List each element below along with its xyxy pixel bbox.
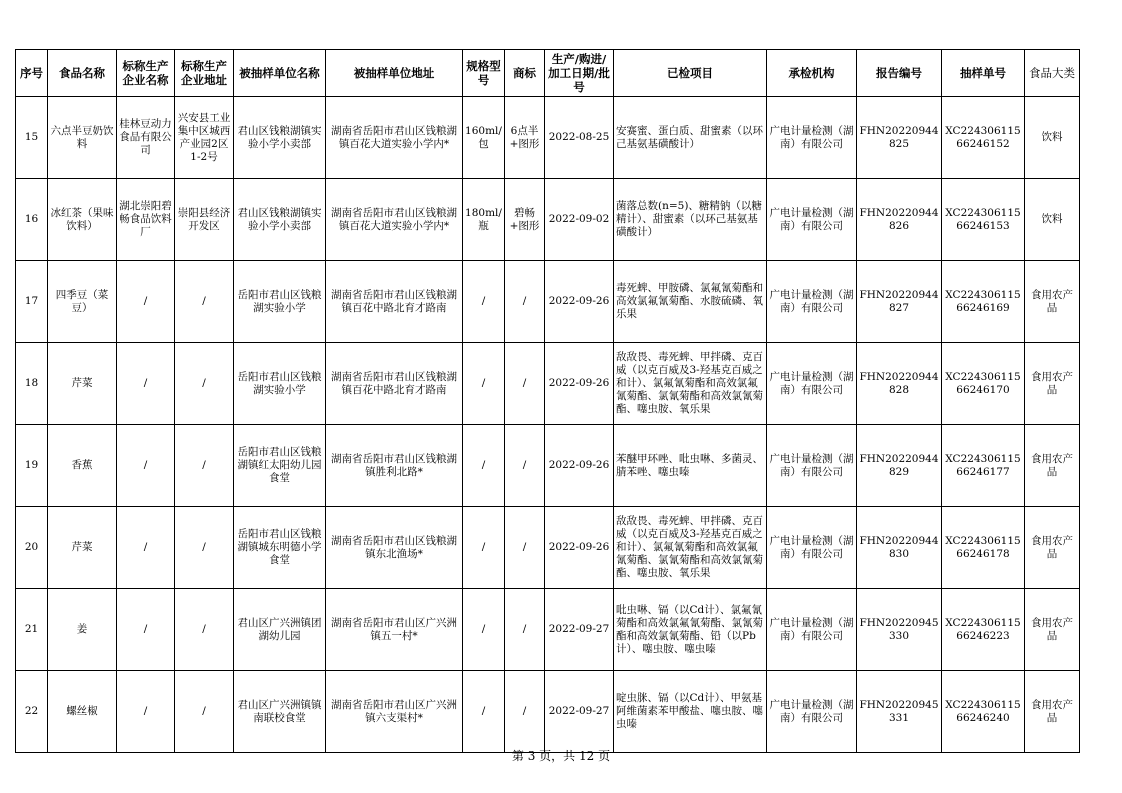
table-cell: 君山区广兴洲镇团湖幼儿园	[234, 589, 326, 671]
table-row	[16, 425, 1080, 507]
header-cell: 规格型号	[463, 50, 505, 97]
table-cell: /	[505, 589, 545, 671]
table-cell: 18	[16, 343, 48, 425]
table-cell: 食用农产品	[1025, 507, 1080, 589]
table-cell: 广电计量检测（湖南）有限公司	[767, 671, 857, 753]
table-cell: 广电计量检测（湖南）有限公司	[767, 589, 857, 671]
table-cell: /	[463, 425, 505, 507]
table-cell: 160ml/包	[463, 97, 505, 179]
table-cell: XC22430611566246240	[942, 671, 1025, 753]
table-row	[16, 589, 1080, 671]
table-cell: /	[117, 425, 175, 507]
table-cell: 香蕉	[48, 425, 117, 507]
table-cell: 姜	[48, 589, 117, 671]
table-row	[16, 507, 1080, 589]
table-cell: 广电计量检测（湖南）有限公司	[767, 179, 857, 261]
table-cell: 17	[16, 261, 48, 343]
table-row	[16, 671, 1080, 753]
table-cell: 安赛蜜、蛋白质、甜蜜素（以环己基氨基磺酸计）	[614, 97, 767, 179]
table-cell: 饮料	[1025, 179, 1080, 261]
table-cell: /	[175, 425, 234, 507]
table-cell: 冰红茶（果味饮料）	[48, 179, 117, 261]
table-cell: 2022-09-26	[545, 425, 614, 507]
inspection-table	[15, 49, 1080, 753]
header-cell: 承检机构	[767, 50, 857, 97]
table-row	[16, 179, 1080, 261]
table-cell: 君山区钱粮湖镇实验小学小卖部	[234, 179, 326, 261]
table-cell: /	[117, 589, 175, 671]
table-header-row	[16, 50, 1080, 97]
table-cell: 2022-09-27	[545, 671, 614, 753]
header-cell: 食品名称	[48, 50, 117, 97]
header-cell: 已检项目	[614, 50, 767, 97]
table-cell: /	[505, 507, 545, 589]
table-cell: 广电计量检测（湖南）有限公司	[767, 261, 857, 343]
table-cell: /	[463, 671, 505, 753]
header-cell: 被抽样单位地址	[326, 50, 463, 97]
table-cell: /	[117, 343, 175, 425]
header-cell: 抽样单号	[942, 50, 1025, 97]
table-cell: 15	[16, 97, 48, 179]
table-cell: XC22430611566246152	[942, 97, 1025, 179]
table-cell: 食用农产品	[1025, 425, 1080, 507]
footer-middle: 页，共	[539, 749, 576, 763]
table-cell: FHN20220944830	[857, 507, 942, 589]
table-cell: 岳阳市君山区钱粮湖镇城东明德小学食堂	[234, 507, 326, 589]
table-cell: 崇阳县经济开发区	[175, 179, 234, 261]
table-cell: 岳阳市君山区钱粮湖镇红太阳幼儿园食堂	[234, 425, 326, 507]
table-cell: 饮料	[1025, 97, 1080, 179]
table-cell: 180ml/瓶	[463, 179, 505, 261]
table-cell: FHN20220944827	[857, 261, 942, 343]
table-cell: /	[175, 507, 234, 589]
table-cell: FHN20220944829	[857, 425, 942, 507]
table-cell: XC22430611566246178	[942, 507, 1025, 589]
footer-page: 3	[527, 749, 536, 763]
header-cell: 序号	[16, 50, 48, 97]
table-cell: /	[175, 343, 234, 425]
table-cell: XC22430611566246223	[942, 589, 1025, 671]
table-cell: /	[175, 589, 234, 671]
table-cell: 6点半+图形	[505, 97, 545, 179]
table-cell: 2022-09-02	[545, 179, 614, 261]
table-cell: XC22430611566246177	[942, 425, 1025, 507]
table-cell: 2022-09-27	[545, 589, 614, 671]
table-cell: /	[463, 589, 505, 671]
table-cell: 20	[16, 507, 48, 589]
header-cell: 被抽样单位名称	[234, 50, 326, 97]
table-cell: /	[175, 261, 234, 343]
table-cell: 湖南省岳阳市君山区广兴洲镇六支渠村*	[326, 671, 463, 753]
table-cell: FHN20220944825	[857, 97, 942, 179]
table-cell: 2022-09-26	[545, 261, 614, 343]
table-cell: 湖南省岳阳市君山区钱粮湖镇胜利北路*	[326, 425, 463, 507]
table-cell: 湖南省岳阳市君山区广兴洲镇五一村*	[326, 589, 463, 671]
table-cell: 君山区广兴洲镇镇南联校食堂	[234, 671, 326, 753]
table-cell: /	[117, 261, 175, 343]
table-cell: XC22430611566246169	[942, 261, 1025, 343]
table-row	[16, 261, 1080, 343]
table-cell: /	[505, 671, 545, 753]
table-cell: FHN20220945331	[857, 671, 942, 753]
table-cell: 湖南省岳阳市君山区钱粮湖镇百花大道实验小学内*	[326, 179, 463, 261]
table-cell: 食用农产品	[1025, 589, 1080, 671]
table-cell: 湖南省岳阳市君山区钱粮湖镇百花大道实验小学内*	[326, 97, 463, 179]
header-cell: 商标	[505, 50, 545, 97]
table-cell: 2022-09-26	[545, 507, 614, 589]
footer-suffix: 页	[598, 749, 611, 763]
table-cell: 广电计量检测（湖南）有限公司	[767, 425, 857, 507]
table-cell: 敌敌畏、毒死蜱、甲拌磷、克百威（以克百威及3-羟基克百威之和计）、氯氟氰菊酯和高效氯氟氰菊酯、氯氰菊酯和高效氯氰菊酯、噻虫胺、氧乐果	[614, 507, 767, 589]
table-cell: /	[463, 343, 505, 425]
table-cell: 碧畅+图形	[505, 179, 545, 261]
table-cell: /	[463, 261, 505, 343]
table-cell: 21	[16, 589, 48, 671]
table-cell: 啶虫脒、镉（以Cd计）、甲氨基阿维菌素苯甲酸盐、噻虫胺、噻虫嗪	[614, 671, 767, 753]
table-cell: /	[117, 671, 175, 753]
table-cell: XC22430611566246170	[942, 343, 1025, 425]
table-cell: 湖北崇阳碧畅食品饮料厂	[117, 179, 175, 261]
header-cell: 标称生产企业地址	[175, 50, 234, 97]
table-cell: FHN20220944828	[857, 343, 942, 425]
header-cell: 食品大类	[1025, 50, 1080, 97]
table-cell: 湖南省岳阳市君山区钱粮湖镇百花中路北育才路南	[326, 343, 463, 425]
table-cell: 广电计量检测（湖南）有限公司	[767, 507, 857, 589]
table-cell: 芹菜	[48, 507, 117, 589]
table-cell: 吡虫啉、镉（以Cd计）、氯氟氰菊酯和高效氯氟氰菊酯、氯氰菊酯和高效氯氰菊酯、铅（以Pb计）、噻虫胺、噻虫嗪	[614, 589, 767, 671]
footer-total: 12	[579, 749, 595, 763]
table-cell: 敌敌畏、毒死蜱、甲拌磷、克百威（以克百威及3-羟基克百威之和计）、氯氟氰菊酯和高效氯氟氰菊酯、氯氰菊酯和高效氯氰菊酯、噻虫胺、氧乐果	[614, 343, 767, 425]
header-cell: 标称生产企业名称	[117, 50, 175, 97]
table-cell: 岳阳市君山区钱粮湖实验小学	[234, 261, 326, 343]
table-cell: 桂林豆动力食品有限公司	[117, 97, 175, 179]
table-cell: 湖南省岳阳市君山区钱粮湖镇东北渔场*	[326, 507, 463, 589]
table-cell: /	[175, 671, 234, 753]
table-cell: 毒死蜱、甲胺磷、氯氟氰菊酯和高效氯氟氰菊酯、水胺硫磷、氧乐果	[614, 261, 767, 343]
table-cell: 22	[16, 671, 48, 753]
table-cell: 四季豆（菜豆）	[48, 261, 117, 343]
table-cell: 湖南省岳阳市君山区钱粮湖镇百花中路北育才路南	[326, 261, 463, 343]
table-cell: /	[117, 507, 175, 589]
header-cell: 生产/购进/加工日期/批号	[545, 50, 614, 97]
table-cell: FHN20220945330	[857, 589, 942, 671]
table-cell: 食用农产品	[1025, 671, 1080, 753]
page-footer	[0, 747, 1122, 764]
table-cell: 2022-08-25	[545, 97, 614, 179]
table-cell: 广电计量检测（湖南）有限公司	[767, 97, 857, 179]
table-cell: 19	[16, 425, 48, 507]
table-cell: 16	[16, 179, 48, 261]
table-cell: 芹菜	[48, 343, 117, 425]
table-cell: 君山区钱粮湖镇实验小学小卖部	[234, 97, 326, 179]
table-cell: FHN20220944826	[857, 179, 942, 261]
header-cell: 报告编号	[857, 50, 942, 97]
footer-prefix: 第	[511, 749, 524, 763]
table-cell: 兴安县工业集中区城西产业园2区1-2号	[175, 97, 234, 179]
table-cell: 2022-09-26	[545, 343, 614, 425]
table-cell: 苯醚甲环唑、吡虫啉、多菌灵、腈苯唑、噻虫嗪	[614, 425, 767, 507]
table-cell: 岳阳市君山区钱粮湖实验小学	[234, 343, 326, 425]
table-cell: XC22430611566246153	[942, 179, 1025, 261]
table-row	[16, 343, 1080, 425]
table-cell: /	[505, 343, 545, 425]
table-cell: 广电计量检测（湖南）有限公司	[767, 343, 857, 425]
table-cell: 食用农产品	[1025, 261, 1080, 343]
table-cell: 菌落总数(n=5)、糖精钠（以糖精计）、甜蜜素（以环己基氨基磺酸计）	[614, 179, 767, 261]
table-cell: 螺丝椒	[48, 671, 117, 753]
table-row	[16, 97, 1080, 179]
table-cell: /	[505, 425, 545, 507]
table-cell: /	[505, 261, 545, 343]
table-cell: 食用农产品	[1025, 343, 1080, 425]
table-cell: /	[463, 507, 505, 589]
table-cell: 六点半豆奶饮料	[48, 97, 117, 179]
